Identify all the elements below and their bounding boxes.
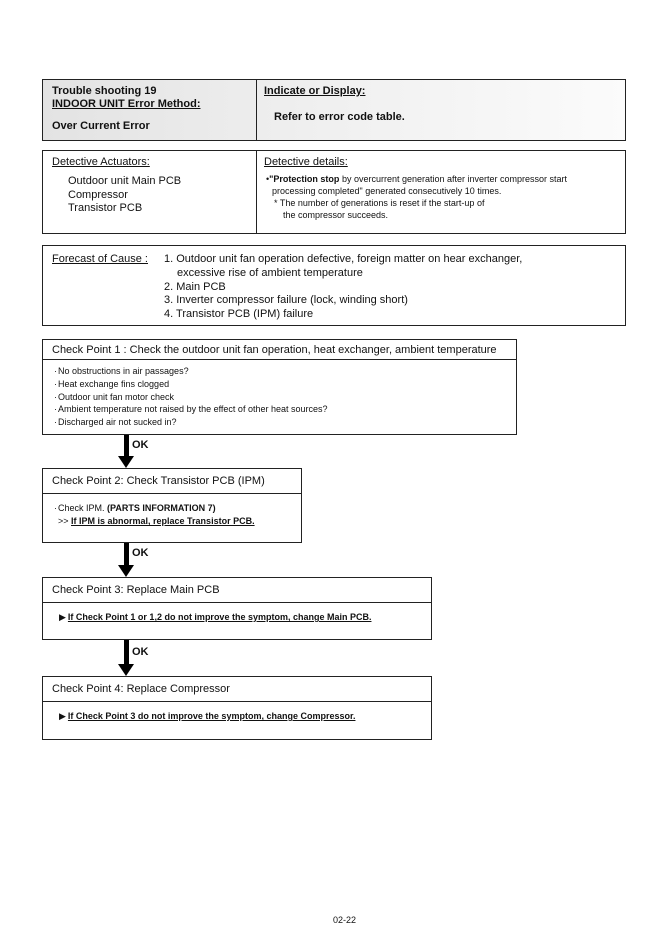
check-point-body — [43, 360, 516, 429]
header-indicate — [257, 80, 625, 140]
bullet-icon: · — [54, 391, 57, 402]
note-line: the compressor succeeds. — [283, 210, 389, 220]
check-item-text: Outdoor unit fan motor check — [58, 391, 175, 402]
check-item — [54, 378, 516, 391]
header-error-info — [43, 80, 257, 140]
check-item-text: Check IPM. — [58, 503, 108, 513]
check-point-4 — [42, 676, 432, 740]
bullet-icon: • — [266, 174, 270, 184]
check-point-2 — [42, 468, 302, 543]
bullet-icon: · — [54, 378, 57, 389]
details-text-cont: processing completed" generated consecutively 10 times. — [272, 186, 502, 196]
bullet-icon: · — [54, 404, 57, 415]
cause-text-cont: excessive rise of ambient temperature — [177, 266, 363, 279]
details-note — [264, 197, 625, 221]
action-text: If IPM is abnormal, replace Transistor PCB. — [71, 516, 255, 526]
bullet-icon: · — [54, 366, 57, 376]
check-point-title: Check Point 2: Check Transistor PCB (IPM) — [43, 469, 301, 494]
cause-list — [164, 253, 522, 325]
parts-info-reference: (PARTS INFORMATION 7) — [107, 503, 216, 513]
check-item — [54, 416, 516, 429]
check-item-text: Ambient temperature not raised by the effect of other heat sources? — [58, 404, 328, 415]
details-label: Detective details: — [264, 156, 348, 168]
detective-actuators — [43, 151, 257, 233]
details-bold: "Protection stop — [269, 174, 340, 184]
check-point-title: Check Point 3: Replace Main PCB — [43, 578, 431, 603]
bullet-icon: · — [54, 417, 57, 428]
page-number: 02-22 — [333, 915, 357, 925]
cause-item: 4. Transistor PCB (IPM) failure — [164, 308, 314, 321]
error-method-label: INDOOR UNIT Error Method: — [52, 98, 201, 110]
check-action — [54, 515, 301, 528]
error-name: Over Current Error — [52, 120, 150, 132]
check-item-text: Heat exchange fins clogged — [58, 378, 170, 389]
action-text: If Check Point 3 do not improve the symptom, change Compressor. — [67, 711, 356, 721]
forecast-box — [42, 245, 626, 326]
header-box — [42, 79, 626, 141]
check-point-body — [43, 603, 431, 623]
check-item — [54, 365, 516, 378]
triangle-right-icon: ▶ — [59, 711, 66, 721]
actuator-item: Transistor PCB — [68, 202, 143, 214]
indicate-value: Refer to error code table. — [274, 111, 405, 123]
check-point-body — [43, 494, 301, 528]
cause-item: 3. Inverter compressor failure (lock, winding short) — [164, 294, 408, 307]
check-item — [54, 403, 516, 416]
detective-details — [257, 151, 625, 233]
check-point-1 — [42, 339, 517, 435]
cause-item — [164, 253, 522, 281]
ok-label: OK — [132, 547, 149, 559]
actuators-label: Detective Actuators: — [52, 156, 150, 168]
indicate-label: Indicate or Display: — [264, 85, 366, 97]
triangle-right-icon: ▶ — [59, 612, 66, 622]
bullet-icon: · — [54, 503, 57, 513]
check-item-text: Discharged air not sucked in? — [58, 417, 177, 428]
note-line: * The number of generations is reset if the start-up of — [274, 198, 485, 208]
actuator-item: Outdoor unit Main PCB — [68, 175, 182, 187]
check-point-body — [43, 702, 431, 722]
check-item-text: No obstructions in air passages? — [58, 366, 189, 376]
cause-item: 2. Main PCB — [164, 280, 226, 293]
check-point-title: Check Point 1 : Check the outdoor unit fan operation, heat exchanger, ambient temperature — [43, 340, 516, 360]
check-item — [54, 391, 516, 404]
ok-label: OK — [132, 439, 149, 451]
detective-box — [42, 150, 626, 234]
details-text: by overcurrent generation after inverter compressor start — [339, 174, 568, 184]
ok-label: OK — [132, 646, 149, 658]
troubleshooting-title: Trouble shooting 19 — [52, 85, 157, 97]
action-text: If Check Point 1 or 1,2 do not improve the symptom, change Main PCB. — [67, 612, 372, 622]
details-paragraph — [264, 173, 625, 197]
cause-text: 1. Outdoor unit fan operation defective, foreign matter on hear exchanger, — [164, 253, 523, 265]
check-point-3 — [42, 577, 432, 640]
check-item — [54, 502, 301, 515]
actuator-item: Compressor — [68, 188, 128, 201]
check-point-title: Check Point 4: Replace Compressor — [43, 677, 431, 702]
action-prefix: >> — [58, 516, 72, 526]
forecast-label: Forecast of Cause : — [52, 253, 148, 265]
